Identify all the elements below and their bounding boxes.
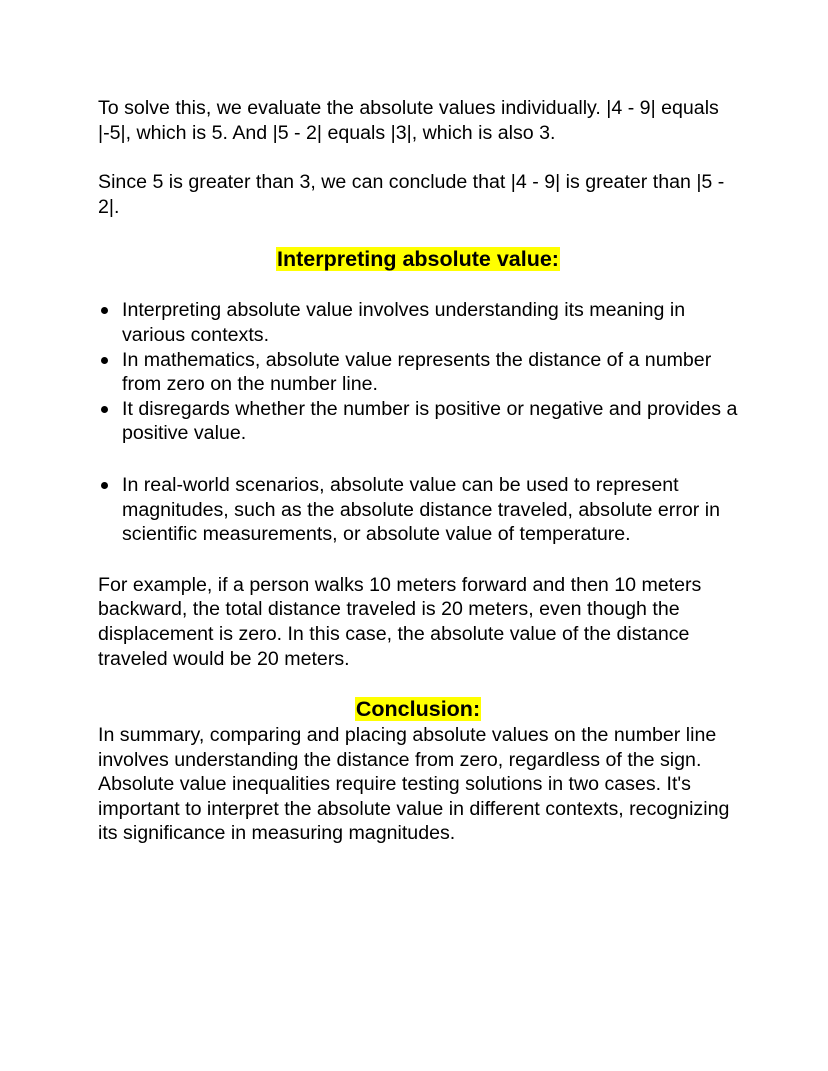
list-item: It disregards whether the number is positive or negative and provides a positive value. xyxy=(98,397,738,446)
list-item: Interpreting absolute value involves understanding its meaning in various contexts. xyxy=(98,298,738,347)
paragraph-summary: In summary, comparing and placing absolute values on the number line involves understanding the distance from zero, regardless of the sign. Absolute value inequalities require testing solutions in two cases. It's important to interpret the absolute value in different contexts, recognizing its significance in measuring magnitudes. xyxy=(98,724,730,845)
paragraph-example: For example, if a person walks 10 meters forward and then 10 meters backward, the total distance traveled is 20 meters, even though the displacement is zero. In this case, the absolute value of the distance traveled would be 20 meters. xyxy=(98,573,702,670)
heading-interpreting xyxy=(98,246,738,272)
list-item: In real-world scenarios, absolute value can be used to represent magnitudes, such as the absolute distance traveled, absolute error in scientific measurements, or absolute value of temperature. xyxy=(98,473,738,547)
bullet-list xyxy=(98,298,738,546)
document-page xyxy=(98,96,738,846)
heading-interpreting-text: Interpreting absolute value: xyxy=(277,247,559,272)
heading-conclusion xyxy=(98,696,738,722)
list-item: In mathematics, absolute value represents the distance of a number from zero on the number line. xyxy=(98,348,738,397)
paragraph-solve: To solve this, we evaluate the absolute values individually. |4 - 9| equals |-5|, which is 5. And |5 - 2| equals |3|, which is also 3. xyxy=(98,97,719,144)
paragraph-since: Since 5 is greater than 3, we can conclude that |4 - 9| is greater than |5 - 2|. xyxy=(98,171,725,218)
heading-conclusion-text: Conclusion: xyxy=(355,697,481,722)
